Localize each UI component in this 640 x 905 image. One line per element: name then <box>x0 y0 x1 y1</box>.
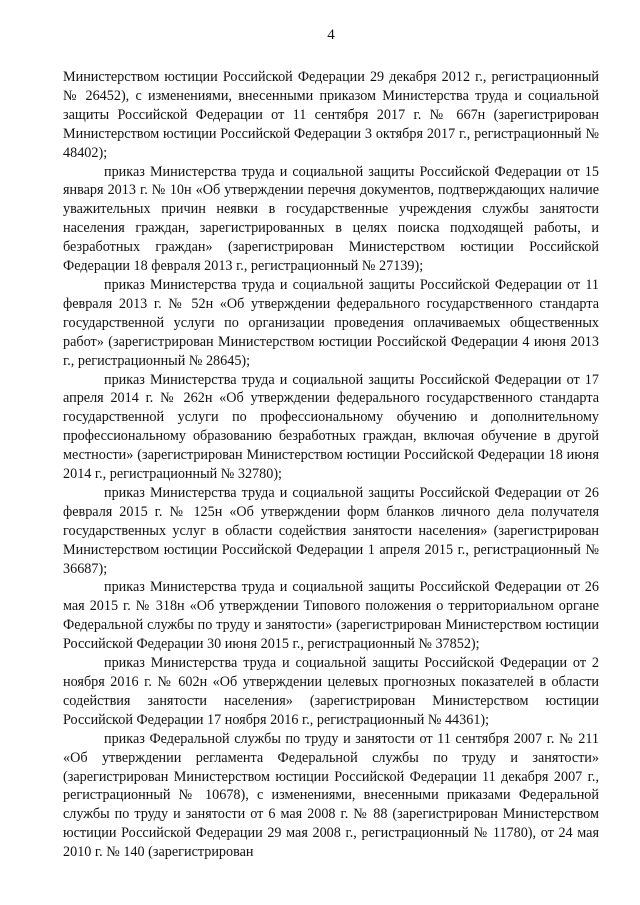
paragraph-order-10n: приказ Министерства труда и социальной защиты Российской Федерации от 15 января 2013 г. № 10н «Об утверждении перечня документов, подтверждающих наличие уважительных причин неявки в государственные учреждения службы занятости населения граждан, зарегистрированных в целях поиска подходящей работы, и безработных граждан» (зарегистрирован Министерством юстиции Российской Федерации 18 февраля 2013 г., регистрационный № 27139); <box>63 163 599 275</box>
page-number: 4 <box>327 27 335 43</box>
paragraph-order-125n: приказ Министерства труда и социальной защиты Российской Федерации от 26 февраля 2015 г. № 125н «Об утверждении форм бланков личного дела получателя государственных услуг в области содействия занятости населения» (зарегистрирован Министерством юстиции Российской Федерации 1 апреля 2015 г., регистрационный № 36687); <box>63 484 599 577</box>
paragraph-order-211: приказ Федеральной службы по труду и занятости от 11 сентября 2007 г. № 211 «Об утверждении регламента Федеральной службы по труду и занятости» (зарегистрирован Министерством юстиции Российской Федерации 11 декабря 2007 г., регистрационный № 10678), с изменениями, внесенными приказами Федеральной службы по труду и занятости от 6 мая 2008 г. № 88 (зарегистрирован Министерством юстиции Российской Федерации 29 мая 2008 г., регистрационный № 11780), от 24 мая 2010 г. № 140 (зарегистрирован <box>63 730 599 861</box>
paragraph-order-262n: приказ Министерства труда и социальной защиты Российской Федерации от 17 апреля 2014 г. № 262н «Об утверждении федерального государственного стандарта государственной услуги по профессиональному обучению и дополнительному профессиональному образованию безработных граждан, включая обучение в другой местности» (зарегистрирован Министерством юстиции Российской Федерации 18 июня 2014 г., регистрационный № 32780); <box>63 371 599 483</box>
paragraph-order-318n: приказ Министерства труда и социальной защиты Российской Федерации от 26 мая 2015 г. № 318н «Об утверждении Типового положения о территориальном органе Федеральной службы по труду и занятости» (зарегистрирован Министерством юстиции Российской Федерации 30 июня 2015 г., регистрационный № 37852); <box>63 579 599 653</box>
paragraph-continuation: Министерством юстиции Российской Федерации 29 декабря 2012 г., регистрационный № 26452), с изменениями, внесенными приказом Министерства труда и социальной защиты Российской Федерации от 11 сентября 2017 г. № 667н (зарегистрирован Министерством юстиции Российской Федерации 3 октября 2017 г., регистрационный № 48402); <box>63 69 599 161</box>
paragraph-order-52n: приказ Министерства труда и социальной защиты Российской Федерации от 11 февраля 2013 г. № 52н «Об утверждении федерального государственного стандарта государственной услуги по организации проведения оплачиваемых общественных работ» (зарегистрирован Министерством юстиции Российской Федерации 4 июня 2013 г., регистрационный № 28645); <box>63 276 599 369</box>
paragraph-order-602n: приказ Министерства труда и социальной защиты Российской Федерации от 2 ноября 2016 г. № 602н «Об утверждении целевых прогнозных показателей в области содействия занятости населения» (зарегистрирован Министерством юстиции Российской Федерации 17 ноября 2016 г., регистрационный № 44361); <box>63 655 599 728</box>
